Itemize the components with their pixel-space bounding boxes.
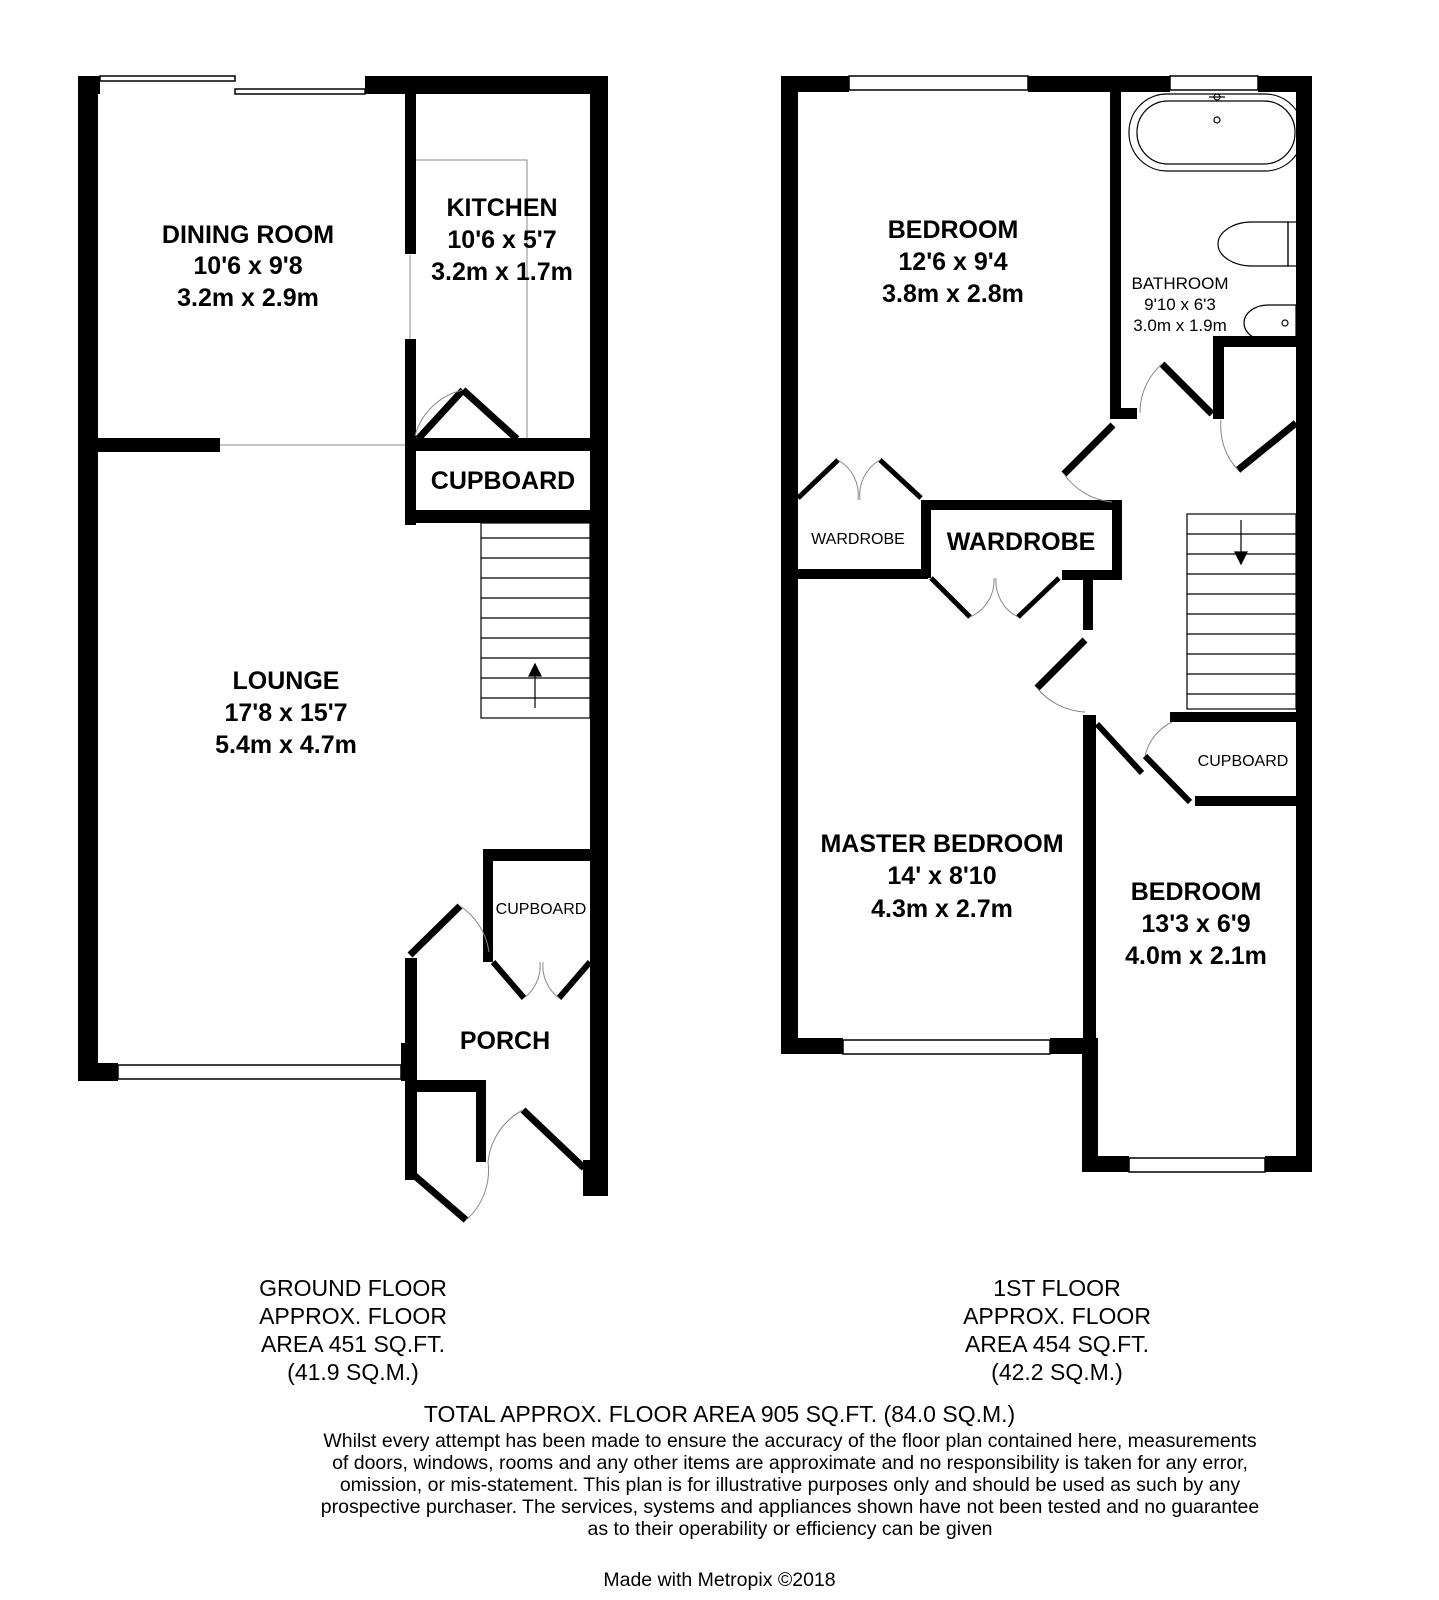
- ground-floor-labels: [162, 194, 586, 1055]
- porch-name: PORCH: [459, 1027, 551, 1055]
- front-bedroom-metric: 3.8m x 2.8m: [882, 280, 1024, 308]
- large-wardrobe-name: WARDROBE: [946, 528, 1096, 556]
- front-bedroom-imperial: 12'6 x 9'4: [898, 248, 1008, 276]
- ground-floor-plan: [78, 76, 608, 1220]
- total-floor-area: TOTAL APPROX. FLOOR AREA 905 SQ.FT. (84.0 SQ.M.): [423, 1401, 1016, 1427]
- rear-bedroom-name: BEDROOM: [1130, 878, 1262, 906]
- first-floor-plan: [781, 76, 1312, 1172]
- kitchen-imperial: 10'6 x 5'7: [447, 226, 557, 254]
- first-floor-doors: [798, 364, 1296, 802]
- bathroom-imperial: 9'10 x 6'3: [1144, 295, 1216, 314]
- rear-bedroom-imperial: 13'3 x 6'9: [1141, 910, 1251, 938]
- front-bedroom-name: BEDROOM: [887, 216, 1019, 244]
- first-floor-labels: [811, 216, 1288, 970]
- kitchen-name: KITCHEN: [446, 194, 558, 222]
- first-floor-caption-line: (42.2 SQ.M.): [991, 1359, 1123, 1385]
- first-floor-caption: [912, 1274, 1202, 1386]
- rear-bedroom-metric: 4.0m x 2.1m: [1125, 942, 1267, 970]
- credit: Made with Metropix ©2018: [603, 1569, 836, 1591]
- first-floor-walls: [781, 76, 1312, 1172]
- first-floor-caption-line: APPROX. FLOOR: [963, 1303, 1151, 1329]
- ground-floor-caption-line: (41.9 SQ.M.): [287, 1359, 419, 1385]
- first-floor-caption-line: 1ST FLOOR: [993, 1275, 1121, 1301]
- porch-cupboard-name: CUPBOARD: [495, 901, 587, 918]
- lounge-metric: 5.4m x 4.7m: [215, 731, 357, 759]
- bathroom-metric: 3.0m x 1.9m: [1133, 316, 1227, 335]
- ground-floor-caption-line: AREA 451 SQ.FT.: [260, 1331, 446, 1357]
- first-floor-caption-line: AREA 454 SQ.FT.: [964, 1331, 1150, 1357]
- kitchen-cupboard-name: CUPBOARD: [430, 467, 576, 495]
- disclaimer-line: prospective purchaser. The services, systems and appliances shown have not been tested and no guarantee: [320, 1496, 1260, 1518]
- bath-icon: [1129, 94, 1303, 171]
- ground-floor-stairs: [481, 523, 590, 718]
- disclaimer-line: as to their operability or efficiency can be given: [587, 1518, 993, 1540]
- landing-cupboard-name: CUPBOARD: [1197, 753, 1289, 770]
- disclaimer-line: Whilst every attempt has been made to ensure the accuracy of the floor plan contained here, measurements: [323, 1430, 1257, 1452]
- dining-room-name: DINING ROOM: [161, 221, 335, 249]
- lounge-name: LOUNGE: [232, 667, 340, 695]
- dining-room-metric: 3.2m x 2.9m: [177, 284, 319, 312]
- toilet-icon: [1218, 222, 1288, 266]
- master-bedroom-metric: 4.3m x 2.7m: [871, 895, 1013, 923]
- kitchen-metric: 3.2m x 1.7m: [431, 258, 573, 286]
- disclaimer-line: of doors, windows, rooms and any other items are approximate and no responsibility is taken for any error,: [332, 1452, 1248, 1474]
- dining-room-imperial: 10'6 x 9'8: [193, 252, 303, 280]
- small-wardrobe-name: WARDROBE: [811, 531, 905, 548]
- ground-floor-caption-line: APPROX. FLOOR: [259, 1303, 447, 1329]
- master-bedroom-name: MASTER BEDROOM: [820, 830, 1064, 858]
- disclaimer-line: omission, or mis-statement. This plan is for illustrative purposes only and should be used as such by any: [339, 1474, 1241, 1496]
- ground-floor-caption: [208, 1274, 498, 1386]
- ground-floor-caption-line: GROUND FLOOR: [259, 1275, 447, 1301]
- lounge-imperial: 17'8 x 15'7: [224, 699, 348, 727]
- first-floor-stairs: [1187, 514, 1296, 709]
- bathroom-name: BATHROOM: [1131, 274, 1229, 293]
- disclaimer: [250, 1430, 1330, 1540]
- master-bedroom-imperial: 14' x 8'10: [887, 862, 997, 890]
